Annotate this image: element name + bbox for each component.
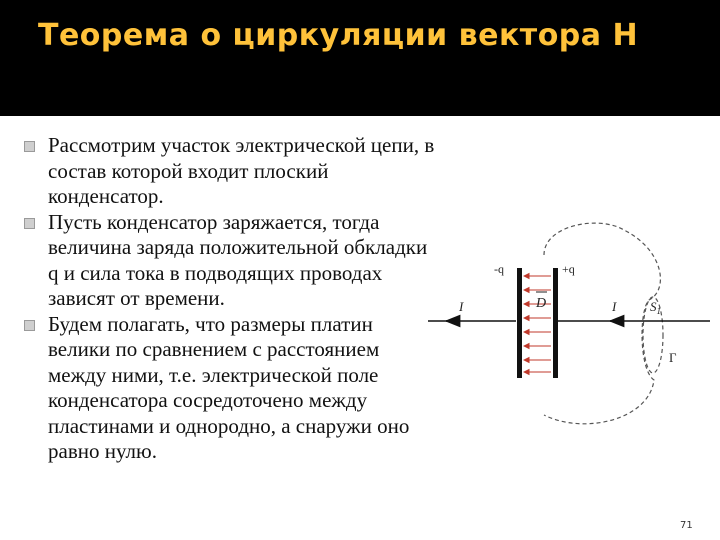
bullet-marker-icon bbox=[24, 320, 35, 331]
bullet-item bbox=[16, 210, 436, 312]
bullet-text: Пусть конденсатор заряжается, тогда величина заряда положительной обкладки q и сила тока в подводящих проводах зависят от времени. bbox=[48, 209, 428, 310]
bullet-marker-icon bbox=[24, 218, 35, 229]
bullet-item bbox=[16, 133, 436, 210]
pos-charge-label: +q bbox=[562, 262, 575, 276]
surface-s-label bbox=[650, 299, 661, 316]
field-d-label: D bbox=[536, 296, 547, 311]
contour-gamma-label: Г bbox=[669, 350, 677, 365]
bullet-marker-icon bbox=[24, 141, 35, 152]
page-number: 71 bbox=[680, 520, 693, 531]
field-arrows bbox=[524, 276, 551, 372]
surface-sub-text: 1 bbox=[656, 306, 661, 316]
positive-plate bbox=[553, 268, 558, 378]
slide-title: Теорема о циркуляции вектора Н bbox=[38, 18, 639, 53]
current-right-label: I bbox=[612, 299, 617, 314]
bullet-text: Рассмотрим участок электрической цепи, в состав которой входит плоский конденсатор. bbox=[48, 133, 435, 208]
negative-plate bbox=[517, 268, 522, 378]
current-left-label: I bbox=[459, 299, 464, 314]
capacitor-diagram bbox=[424, 220, 714, 460]
bullet-text: Будем полагать, что размеры платин велики по сравнением с расстоянием между ними, т.е. электрической поле конденсатора сосредоточено между пластинами и однородно, а снаружи оно равно нулю. bbox=[48, 311, 410, 463]
bullet-item bbox=[16, 312, 436, 465]
surface-s-text: S bbox=[650, 299, 657, 314]
neg-charge-label: -q bbox=[494, 262, 504, 276]
bullet-list bbox=[16, 133, 436, 465]
